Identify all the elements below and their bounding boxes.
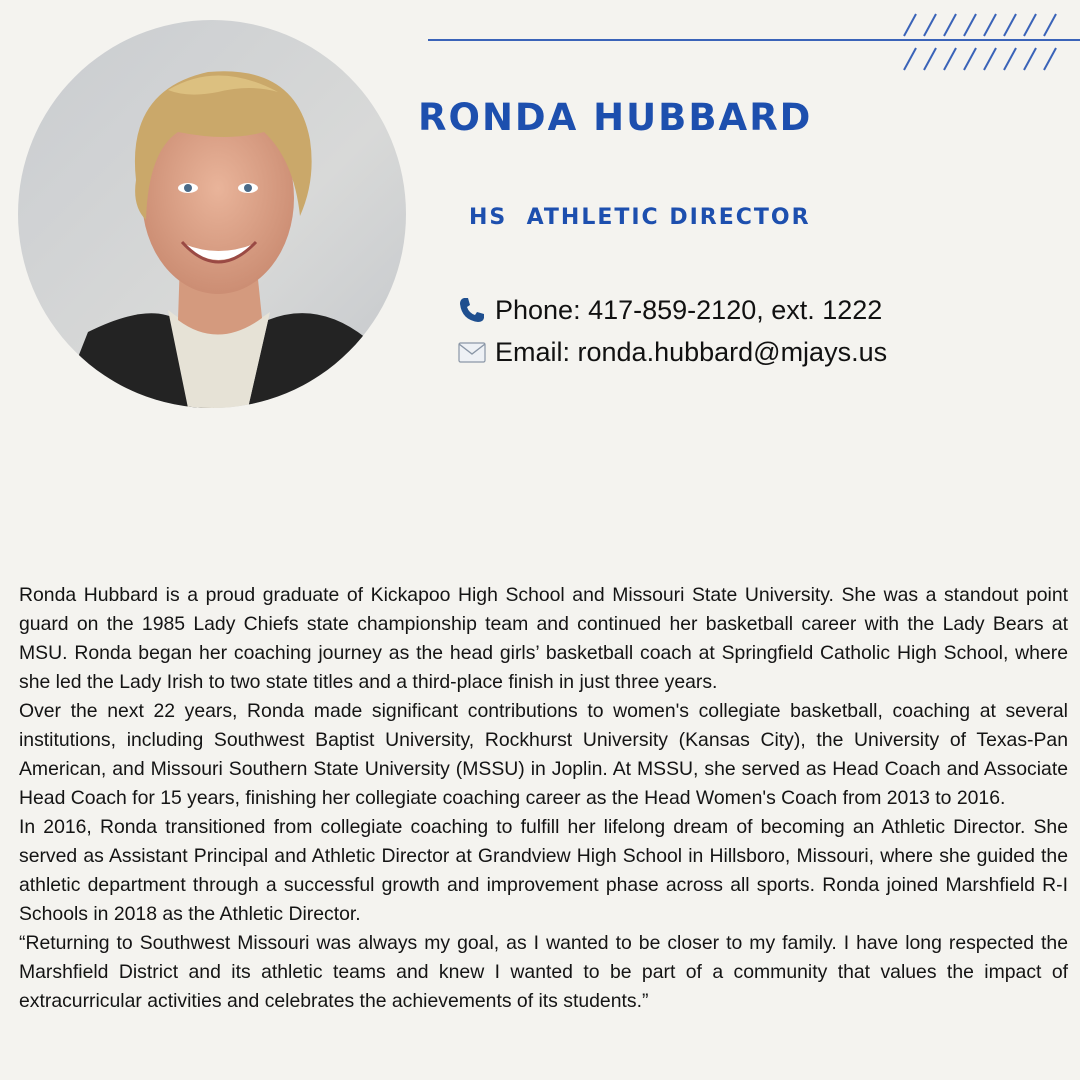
portrait-photo [18, 20, 406, 408]
bio-paragraph: In 2016, Ronda transitioned from collegiate coaching to fulfill her lifelong dream of becoming an Athletic Director. She served as Assistant Principal and Athletic Director at Grandview High School in Hillsboro, Missouri, where she guided the athletic department through a successful growth and improvement phase across all sports. Ronda joined Marshfield R-I Schools in 2018 as the Athletic Director. [19, 816, 1068, 925]
hatch-decoration-top [900, 12, 1070, 38]
job-title: HS ATHLETIC DIRECTOR [469, 205, 811, 230]
bio-paragraph: Over the next 22 years, Ronda made significant contributions to women's collegiate basketball, coaching at several institutions, including Southwest Baptist University, Rockhurst University (Kansas City), the University of Texas-Pan American, and Missouri Southern State University (MSSU) in Joplin. At MSSU, she served as Head Coach and Associate Head Coach for 15 years, finishing her collegiate coaching career as the Head Women's Coach from 2013 to 2016. [19, 700, 1068, 809]
phone-contact[interactable] [456, 294, 1016, 326]
person-name: RONDA HUBBARD [418, 96, 813, 139]
phone-label: Phone: 417-859-2120, ext. 1222 [495, 294, 883, 325]
email-contact[interactable] [456, 336, 1016, 368]
hatch-decoration-bottom [900, 46, 1070, 72]
bio-paragraph: Ronda Hubbard is a proud graduate of Kickapoo High School and Missouri State University. She was a standout point guard on the 1985 Lady Chiefs state championship team and continued her basketball career with the Lady Bears at MSU. Ronda began her coaching journey as the head girls’ basketball coach at Springfield Catholic High School, where she led the Lady Irish to two state titles and a third-place finish in just three years. [19, 584, 1068, 693]
biography [19, 581, 1068, 1016]
header-rule [428, 39, 1080, 41]
email-label: Email: ronda.hubbard@mjays.us [495, 336, 888, 367]
bio-quote: “Returning to Southwest Missouri was always my goal, as I wanted to be closer to my family. I have long respected the Marshfield District and its athletic teams and knew I wanted to be part of a community that values the impact of extracurricular activities and celebrates the achievements of its students.” [19, 932, 1068, 1012]
telephone-icon [456, 294, 488, 326]
envelope-icon [456, 336, 488, 368]
